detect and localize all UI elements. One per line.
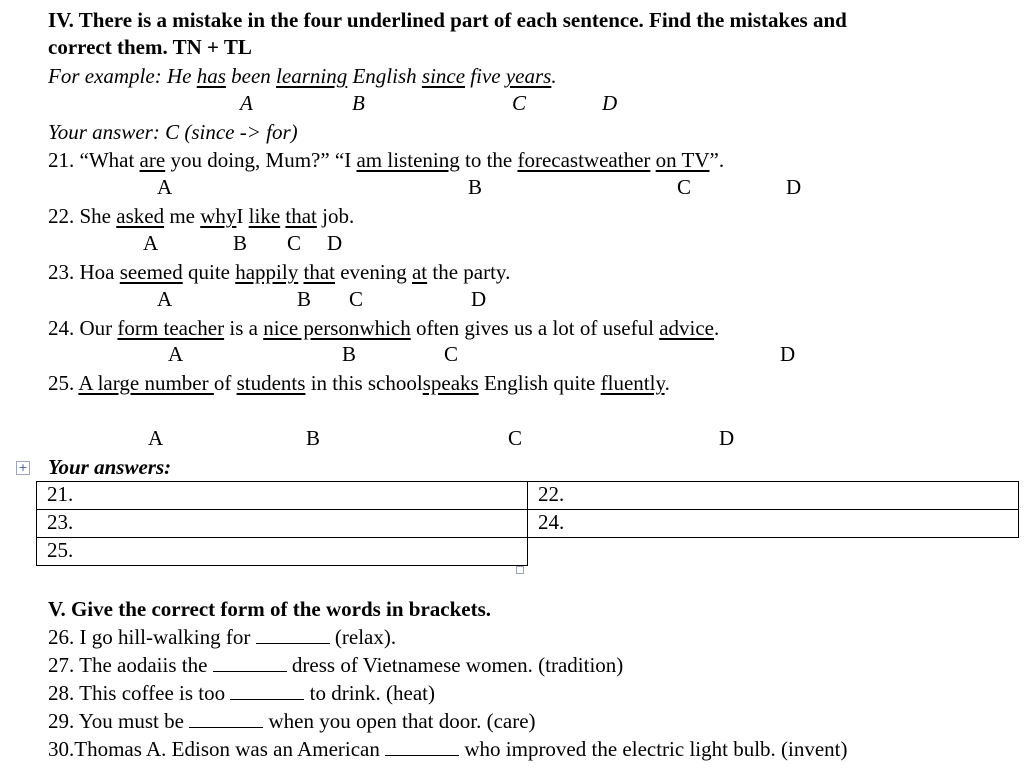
q24-option-c: which xyxy=(359,316,411,340)
example-answer: Your answer: C (since -> for) xyxy=(48,120,298,144)
example-label-b: B xyxy=(352,91,365,115)
q23-option-b: happily xyxy=(235,260,299,284)
q25-option-b: students xyxy=(236,371,306,395)
answer-blank-28[interactable] xyxy=(230,681,304,700)
answer-blank-26[interactable] xyxy=(256,625,330,644)
q25-option-d: fluently xyxy=(600,371,665,395)
table-row xyxy=(37,482,1019,510)
question-22: 22. She asked me whyI like that job. xyxy=(48,204,355,228)
q22-option-b: why xyxy=(200,204,237,228)
question-24: 24. Our form teacher is a nice personwhich often gives us a lot of useful advice. xyxy=(48,316,720,340)
q23-option-c: that xyxy=(303,260,335,284)
q24-option-b: nice person xyxy=(263,316,360,340)
question-26: 26. I go hill-walking for (relax). xyxy=(48,625,397,649)
q25-label-b: B xyxy=(306,426,321,450)
question-21: 21. “What are you doing, Mum?” “I am listening to the forecastweather on TV”. xyxy=(48,148,725,172)
question-25: 25. A large number of students in this schoolspeaks English quite fluently. xyxy=(48,371,670,395)
q22-label-c: C xyxy=(287,231,302,255)
question-29: 29. You must be when you open that door. (care) xyxy=(48,709,536,733)
q22-label-a: A xyxy=(143,231,159,255)
q21-label-d: D xyxy=(786,175,802,199)
question-23: 23. Hoa seemed quite happily that evening at the party. xyxy=(48,260,511,284)
table-move-handle-icon[interactable]: + xyxy=(16,461,30,475)
q21-label-a: A xyxy=(157,175,173,199)
q23-label-a: A xyxy=(157,287,173,311)
q21-label-c: C xyxy=(677,175,692,199)
q21-option-c: forecastweather xyxy=(517,148,651,172)
answer-cell-21[interactable]: 21. xyxy=(37,482,528,510)
q21-option-d: on TV xyxy=(655,148,710,172)
q23-option-d: at xyxy=(411,260,428,284)
q23-label-b: B xyxy=(297,287,312,311)
section-4-heading-line-1: IV. There is a mistake in the four underlined part of each sentence. Find the mistakes and xyxy=(48,8,847,32)
q22-label-b: B xyxy=(233,231,248,255)
q23-label-d: D xyxy=(471,287,487,311)
question-30: 30.Thomas A. Edison was an American who improved the electric light bulb. (invent) xyxy=(48,737,848,761)
example-label-a: A xyxy=(240,91,253,115)
example-label-c: C xyxy=(512,91,527,115)
question-27: 27. The aodaiis the dress of Vietnamese women. (tradition) xyxy=(48,653,624,677)
section-4-heading-line-2: correct them. TN + TL xyxy=(48,35,252,59)
example-option-d: years xyxy=(505,64,552,88)
q24-label-a: A xyxy=(168,342,184,366)
answer-cell-24[interactable]: 24. xyxy=(528,510,1019,538)
answer-blank-30[interactable] xyxy=(385,737,459,756)
answer-blank-27[interactable] xyxy=(213,653,287,672)
q22-label-d: D xyxy=(327,231,343,255)
example-option-a: has xyxy=(196,64,226,88)
answer-cell-25[interactable]: 25. xyxy=(37,538,528,566)
your-answers-label: Your answers: xyxy=(48,455,172,479)
answer-cell-23[interactable]: 23. xyxy=(37,510,528,538)
q21-option-a: are xyxy=(139,148,166,172)
q25-label-c: C xyxy=(508,426,523,450)
example-label-d: D xyxy=(602,91,618,115)
section-5-heading: V. Give the correct form of the words in brackets. xyxy=(48,597,492,621)
q23-option-a: seemed xyxy=(119,260,183,284)
q25-option-c: speaks xyxy=(422,371,479,395)
q25-label-d: D xyxy=(719,426,735,450)
example-option-c: since xyxy=(421,64,466,88)
q24-option-a: form teacher xyxy=(117,316,225,340)
answer-table xyxy=(36,481,1019,566)
question-28: 28. This coffee is too to drink. (heat) xyxy=(48,681,435,705)
q21-label-b: B xyxy=(468,175,483,199)
table-row xyxy=(37,538,1019,566)
table-resize-handle-icon[interactable] xyxy=(516,566,524,574)
q24-label-d: D xyxy=(780,342,796,366)
q25-label-a: A xyxy=(148,426,164,450)
q24-label-b: B xyxy=(342,342,357,366)
empty-cell xyxy=(528,538,1019,566)
q24-option-d: advice xyxy=(659,316,714,340)
q22-option-c: like xyxy=(248,204,281,228)
table-row xyxy=(37,510,1019,538)
q24-label-c: C xyxy=(444,342,459,366)
answer-blank-29[interactable] xyxy=(189,709,263,728)
example-sentence: For example: He has been learning English since five years. xyxy=(48,64,557,88)
q21-option-b: am listening xyxy=(356,148,460,172)
q23-label-c: C xyxy=(349,287,364,311)
q25-option-a: A large number xyxy=(78,371,214,395)
q22-option-a: asked xyxy=(116,204,165,228)
example-option-b: learning xyxy=(276,64,348,88)
answer-cell-22[interactable]: 22. xyxy=(528,482,1019,510)
q22-option-d: that xyxy=(285,204,317,228)
